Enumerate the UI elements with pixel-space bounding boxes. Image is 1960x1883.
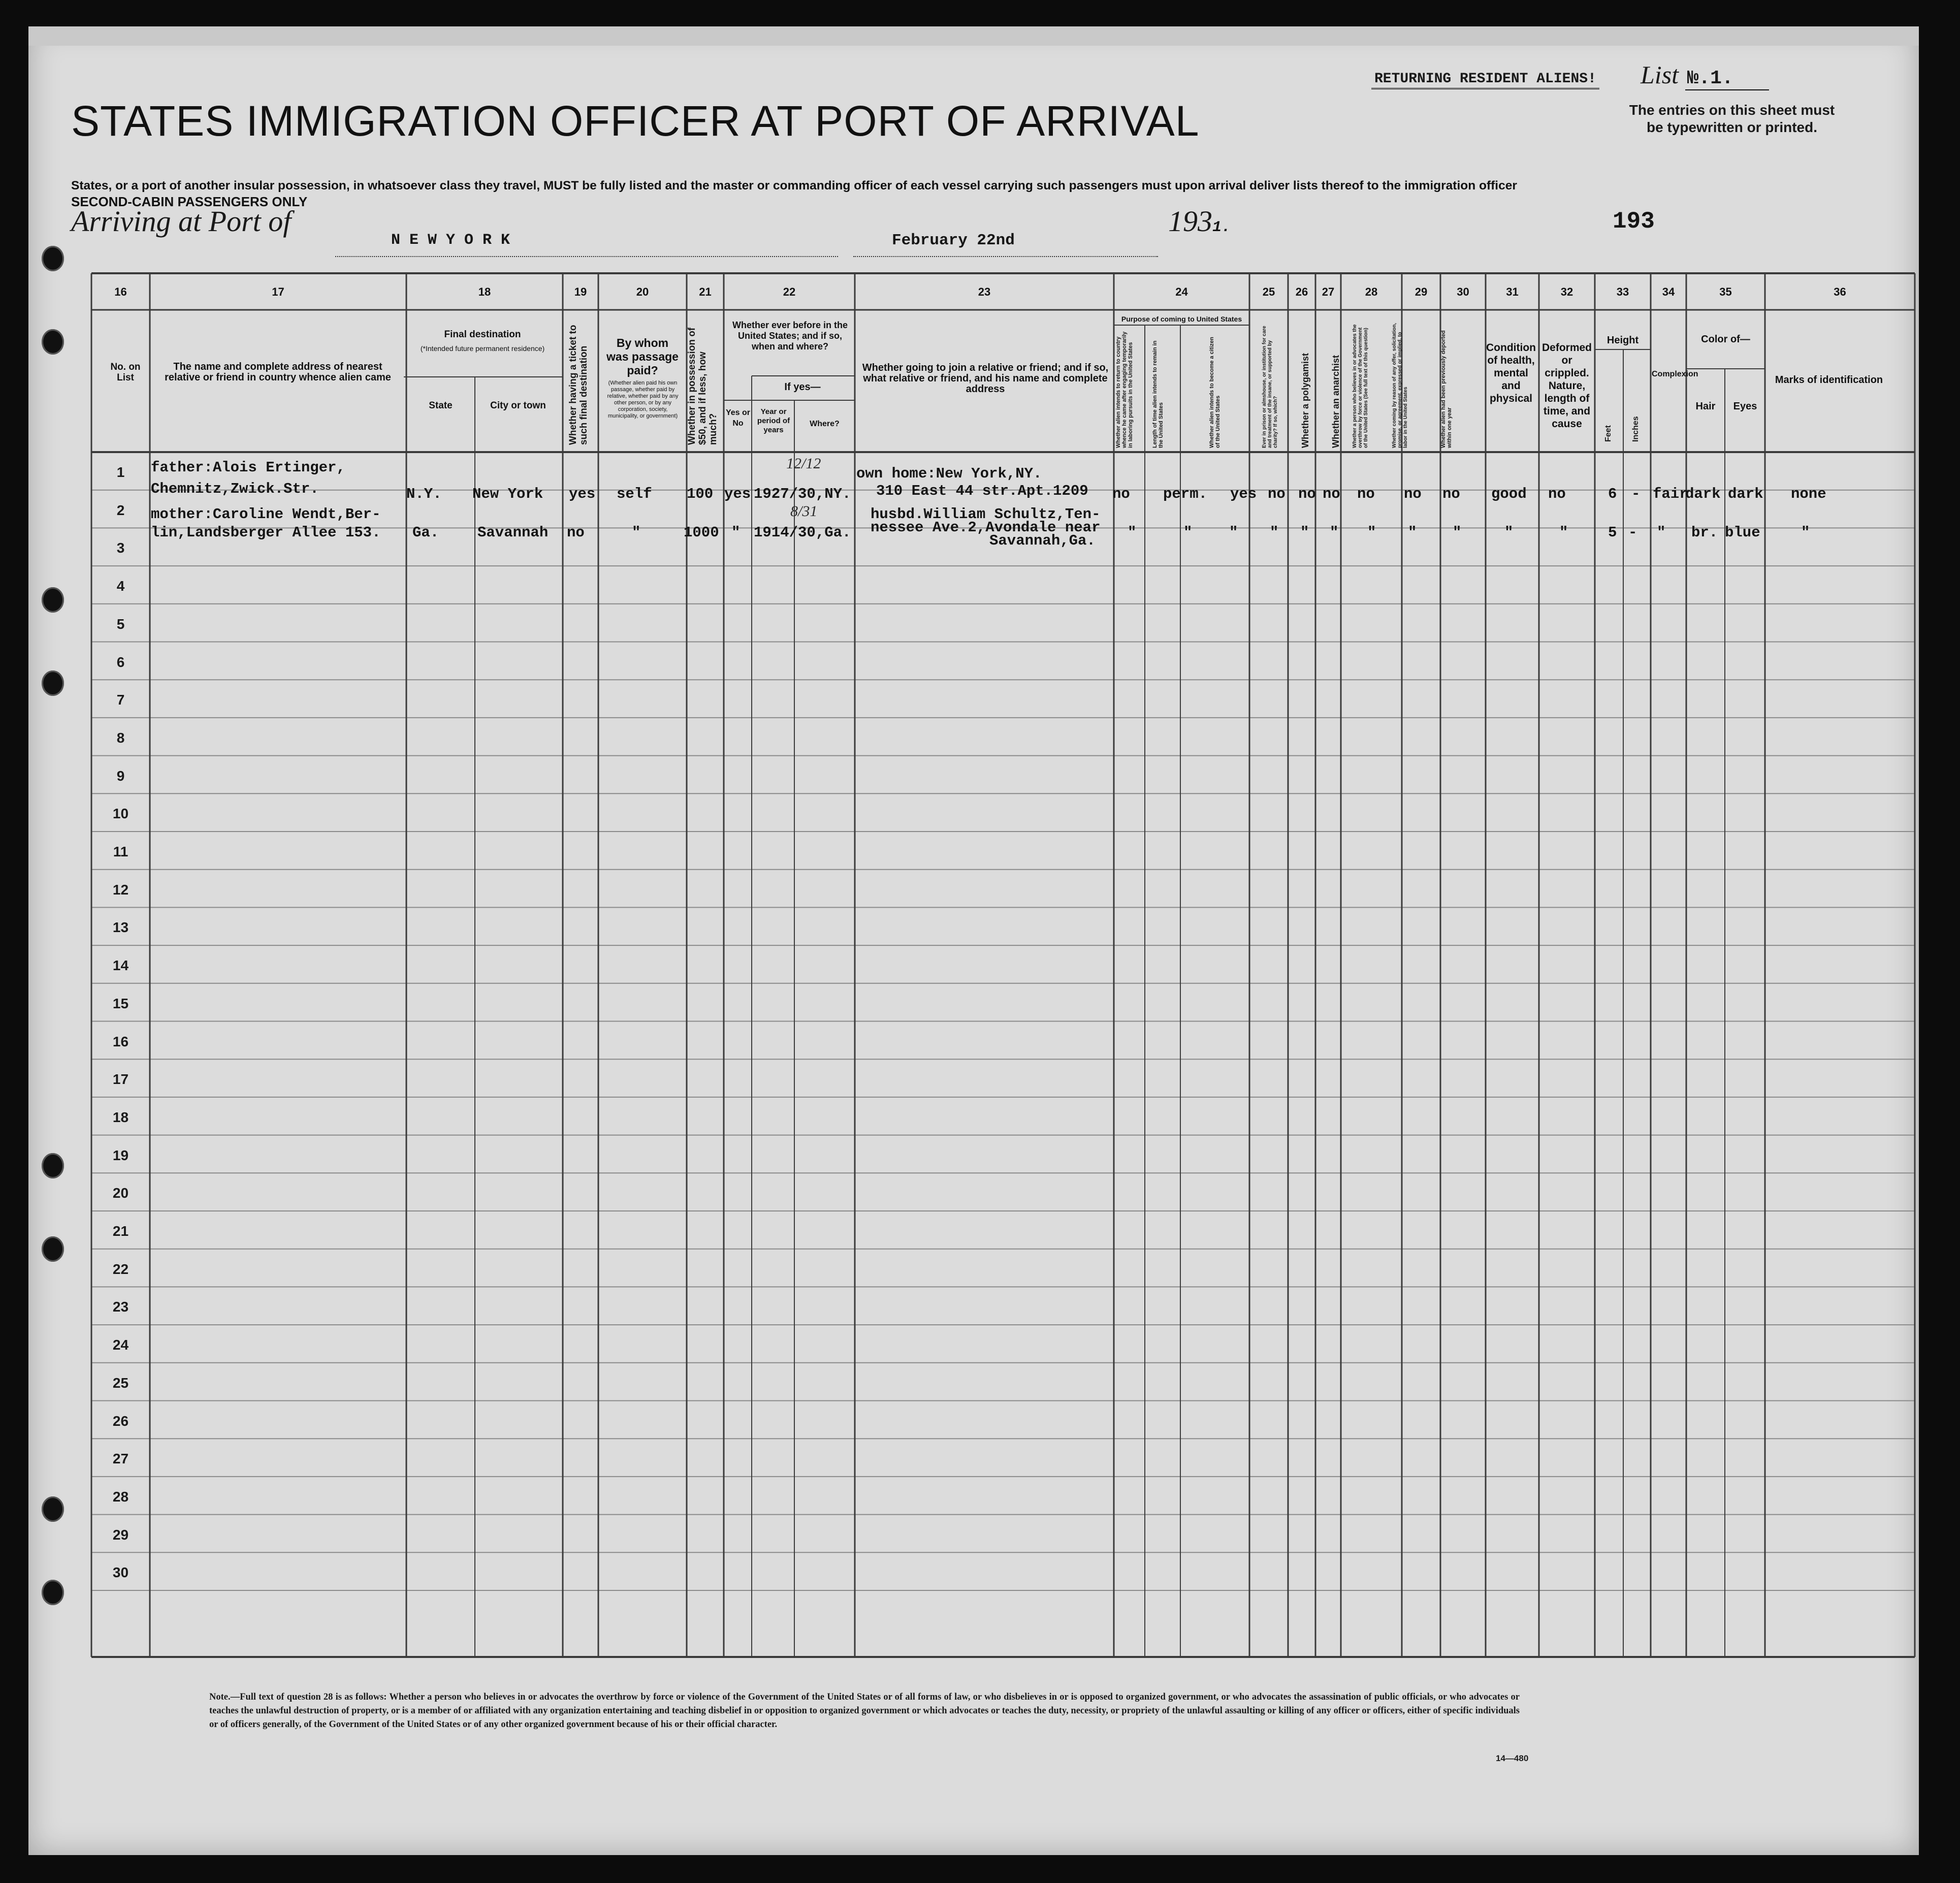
destination-state: N.Y.	[406, 486, 442, 502]
header-complexion: Complexion	[1652, 370, 1698, 378]
join-relative-line1: own home:New York,NY.	[856, 465, 1042, 482]
year-period: 1914/30,Ga.	[754, 524, 851, 541]
row-number: 29	[112, 1526, 129, 1543]
column-number: 33	[1616, 285, 1629, 298]
answer-26: "	[1300, 524, 1309, 541]
year-period: 1927/30,NY.	[754, 486, 851, 502]
row-number: 12	[112, 881, 129, 898]
column-number: 30	[1457, 285, 1469, 298]
join-relative-line3: Savannah,Ga.	[989, 532, 1096, 549]
row-number: 10	[112, 806, 129, 822]
hair-color: dark	[1685, 486, 1721, 502]
header-city: City or town	[490, 400, 546, 411]
row-number: 24	[112, 1337, 129, 1353]
row-number: 6	[116, 654, 125, 670]
deformed-answer: no	[1548, 486, 1566, 502]
row-number: 2	[116, 502, 125, 518]
row-number: 7	[116, 692, 125, 708]
complexion: "	[1657, 524, 1666, 541]
column-number: 18	[478, 285, 491, 298]
health-condition: good	[1491, 486, 1527, 502]
form-title: STATES IMMIGRATION OFFICER AT PORT OF ARRIVAL	[71, 97, 1200, 145]
purpose-citizen: yes	[1230, 486, 1257, 502]
header-height: Height	[1606, 335, 1639, 346]
row-number: 3	[116, 540, 125, 556]
join-relative-line2: nessee Ave.2,Avondale near	[871, 519, 1101, 536]
column-number: 21	[699, 285, 712, 298]
header-hair: Hair	[1695, 401, 1716, 412]
relative-address-line1: mother:Caroline Wendt,Ber-	[151, 506, 381, 523]
row-number: 21	[112, 1223, 129, 1239]
row-number: 13	[112, 919, 129, 936]
identification-marks: none	[1791, 486, 1826, 502]
eye-color: blue	[1725, 524, 1760, 541]
header-c30: Whether alien had been previously deported within one year	[1440, 330, 1453, 448]
answer-30: no	[1442, 486, 1460, 502]
answer-25: no	[1268, 486, 1286, 502]
typewritten-note: The entries on this sheet must be typewritten or printed.	[1629, 102, 1835, 135]
header-year-period: Year or period of years	[757, 407, 790, 434]
header-yes-no: Yes or No	[725, 408, 751, 428]
row-number: 11	[113, 844, 128, 859]
question-28-footnote: Note.—Full text of question 28 is as follows: Whether a person who believes in or advocates the overthrow by force or violence of the Government of the United States or of all forms of law, or who disbelieves in or is opposed to organized government, or who advocates the assassination of public officials, or who advocates or teaches the unlawful destruction of property, or is a member of or affiliated with any organization entertaining and teaching disbelief in or opposition to organized government or which advocates or teaches the duty, necessity, or propriety of the unlawful assaulting or killing of any officer or officers, either of specific individuals or of officers generally, of the Government of the United States or of any other organized government because of his or their official character.	[209, 1692, 1520, 1730]
health-condition: "	[1504, 524, 1514, 541]
row-number: 23	[112, 1299, 129, 1315]
answer-30: "	[1453, 524, 1462, 541]
header-passage-paid: By whom was passage paid?	[606, 336, 679, 377]
header-health: Condition of health, mental and physical	[1486, 342, 1536, 404]
height-feet: 6	[1608, 486, 1617, 502]
hair-color: br.	[1691, 524, 1718, 541]
row-number: 15	[112, 995, 129, 1011]
ticket-answer: no	[567, 524, 585, 541]
row-number: 4	[116, 578, 125, 594]
relative-address-line1: father:Alois Ertinger,	[151, 459, 345, 476]
row-number: 28	[112, 1488, 129, 1505]
form-code: 14—480	[1496, 1753, 1529, 1763]
height-feet: 5	[1608, 524, 1617, 541]
answer-27: no	[1323, 486, 1340, 502]
money-amount: 100	[687, 486, 714, 502]
passenger-class: SECOND-CABIN PASSENGERS ONLY	[71, 194, 308, 209]
relative-address-line2: lin,Landsberger Allee 153.	[151, 524, 381, 541]
destination-state: Ga.	[412, 524, 439, 541]
header-final-destination: Final destination	[444, 329, 521, 340]
arriving-label: Arriving at Port of	[71, 205, 292, 238]
column-number: 22	[783, 285, 796, 298]
row-number: 9	[116, 768, 125, 784]
column-number: 35	[1719, 285, 1732, 298]
row-number: 22	[112, 1261, 129, 1277]
header-purpose-citizen: Whether alien intends to become a citizen of the United States	[1209, 337, 1221, 448]
purpose-citizen: "	[1229, 524, 1238, 541]
column-number: 36	[1834, 285, 1846, 298]
answer-28: "	[1367, 524, 1376, 541]
money-amount: 1000	[684, 524, 719, 541]
purpose-return: "	[1128, 524, 1137, 541]
passage-paid-by: self	[617, 486, 652, 502]
header-feet: Feet	[1604, 425, 1613, 442]
header-color-of: Color of—	[1701, 334, 1750, 345]
header-inches: Inches	[1631, 416, 1640, 442]
answer-25: "	[1270, 524, 1279, 541]
column-number: 28	[1365, 285, 1378, 298]
header-c27: Whether an anarchist	[1331, 355, 1341, 448]
column-number: 27	[1322, 285, 1335, 298]
ticket-answer: yes	[569, 486, 596, 502]
header-eyes: Eyes	[1733, 401, 1757, 412]
identification-marks: "	[1801, 524, 1810, 541]
ever-before: yes	[724, 486, 751, 502]
row-number: 18	[112, 1109, 129, 1125]
complexion: fair	[1653, 486, 1688, 502]
answer-29: no	[1404, 486, 1422, 502]
height-inches: -	[1631, 486, 1641, 502]
column-number: 32	[1560, 285, 1573, 298]
row-number: 8	[116, 729, 125, 746]
answer-27: "	[1330, 524, 1339, 541]
header-state: State	[429, 400, 453, 411]
handwritten-date: 8/31	[790, 503, 818, 520]
year-prefix: 193	[1168, 205, 1212, 238]
header-purpose: Purpose of coming to United States	[1121, 315, 1242, 323]
column-number: 20	[636, 285, 649, 298]
header-if-yes: If yes—	[784, 381, 821, 393]
purpose-return: no	[1112, 486, 1130, 502]
row-number: 5	[116, 616, 125, 632]
column-number: 17	[272, 285, 284, 298]
header-deformed: Deformed or crippled. Nature, length of time, and cause	[1541, 342, 1592, 430]
answer-26: no	[1298, 486, 1316, 502]
header-c29: Whether coming by reason of any offer, solicitation, promise, or agreement, expressed or implied, to labor in the United States	[1392, 323, 1408, 448]
header-ticket: Whether having a ticket to such final destination	[568, 325, 589, 445]
purpose-length: "	[1183, 524, 1193, 541]
destination-city: New York	[472, 486, 543, 502]
list-number: №.1.	[1685, 68, 1769, 90]
header-money: Whether in possession of $50, and if less, how much?	[687, 327, 719, 445]
row-number: 25	[112, 1375, 129, 1391]
row-number: 19	[112, 1147, 129, 1163]
port-value: N E W Y O R K	[391, 232, 510, 249]
deformed-answer: "	[1559, 524, 1568, 541]
header-no-on-list: No. on List	[110, 362, 141, 383]
header-c28: Whether a person who believes in or advocates the overthrow by force or violence of the Government of the United States (See full text of this question)	[1352, 324, 1369, 448]
form-instructions: States, or a port of another insular possession, in whatsoever class they travel, MUST be fully listed and the master or commanding officer of each vessel carrying such passengers must upon arrival deliver lists thereof to the immigration officer	[71, 179, 1517, 193]
row-number: 26	[112, 1413, 129, 1429]
row-number: 20	[112, 1185, 129, 1201]
column-number: 24	[1175, 285, 1188, 298]
column-number: 16	[114, 285, 127, 298]
ever-before: "	[731, 524, 741, 541]
answer-28: no	[1357, 486, 1375, 502]
join-relative-line2: 310 East 44 str.Apt.1209	[876, 483, 1088, 499]
header-passage-paid-note: (Whether alien paid his own passage, whether paid by relative, whether paid by any other person, or by any corporation, society, municipality, or government)	[607, 380, 679, 419]
header-c25: Ever in prison or almshouse, or institution for care and treatment of the insane, or supported by charity? If so, which?	[1262, 326, 1278, 448]
handwritten-date: 12/12	[786, 455, 821, 472]
eye-color: dark	[1728, 486, 1763, 502]
header-ever-before: Whether ever before in the United States; and if so, when and where?	[732, 320, 848, 352]
row-number: 16	[112, 1033, 129, 1049]
column-number: 29	[1415, 285, 1428, 298]
year-suffix: 1.	[1212, 219, 1231, 236]
page-number: 193	[1613, 208, 1655, 235]
header-c26: Whether a polygamist	[1300, 353, 1310, 448]
row-number: 17	[112, 1071, 129, 1088]
column-number: 19	[574, 285, 587, 298]
column-number: 34	[1662, 285, 1675, 298]
passage-paid-by: "	[632, 524, 641, 541]
header-join-relative: Whether going to join a relative or friend; and if so, what relative or friend, and his name and complete address	[862, 362, 1109, 395]
row-number: 30	[112, 1565, 129, 1581]
header-where: Where?	[810, 420, 840, 428]
column-number: 31	[1506, 285, 1519, 298]
join-relative-line1: husbd.William Schultz,Ten-	[871, 506, 1101, 523]
height-inches: -	[1628, 524, 1637, 541]
destination-city: Savannah	[477, 524, 549, 541]
row-number: 27	[112, 1451, 129, 1467]
relative-address-line2: Chemnitz,Zwick.Str.	[151, 481, 319, 497]
header-nearest-relative: The name and complete address of nearest relative or friend in country whence alien came	[165, 361, 391, 383]
column-number: 25	[1262, 285, 1275, 298]
header-marks: Marks of identification	[1775, 374, 1883, 386]
column-number: 23	[978, 285, 991, 298]
list-label: List	[1641, 60, 1679, 89]
column-number: 26	[1295, 285, 1308, 298]
row-number: 14	[112, 958, 129, 974]
purpose-length: perm.	[1163, 486, 1208, 502]
answer-29: "	[1408, 524, 1417, 541]
header-purpose-length: Length of time alien intends to remain in the United States	[1152, 340, 1164, 448]
row-number: 1	[116, 464, 125, 480]
status-label: RETURNING RESIDENT ALIENS!	[1371, 71, 1599, 89]
header-final-destination-note: (*Intended future permanent residence)	[420, 344, 545, 353]
arrival-date: February 22nd	[892, 232, 1015, 249]
header-purpose-return: Whether alien intends to return to country whence he came after engaging temporarily in laboring pursuits in the United States	[1115, 331, 1134, 448]
